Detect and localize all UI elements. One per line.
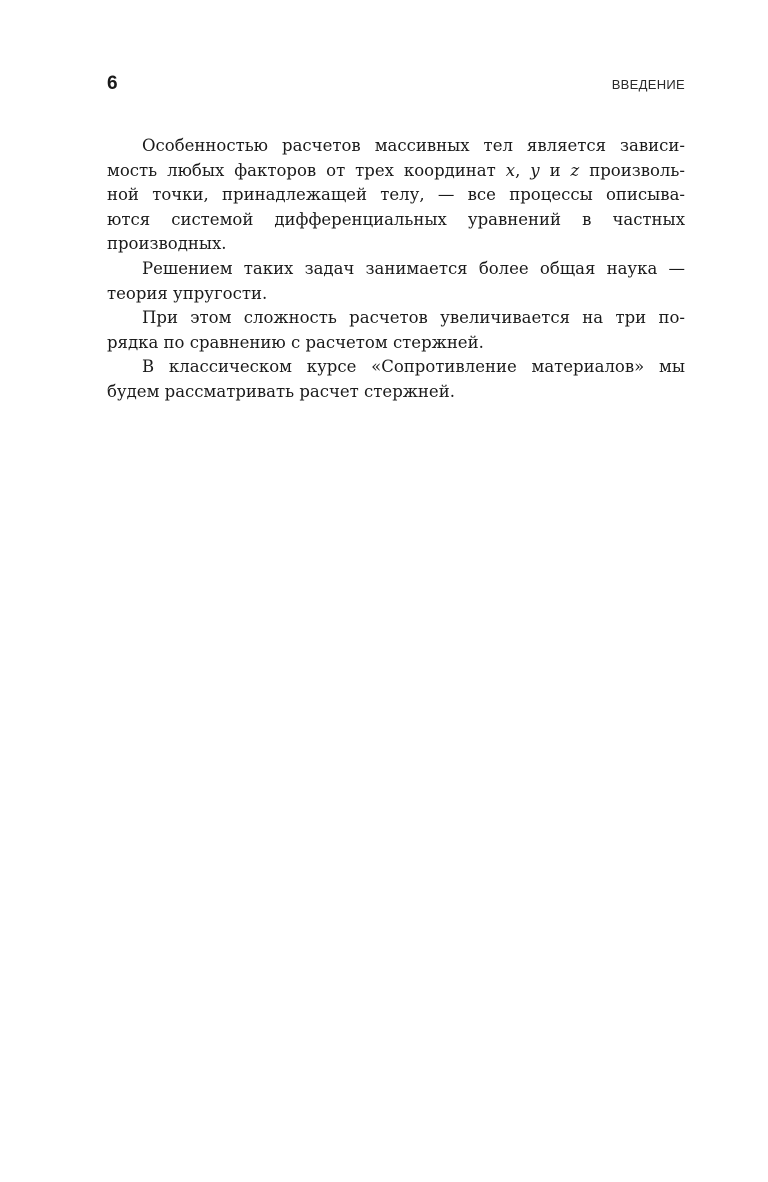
paragraph-3 [107,306,685,355]
text-line: ной точки, принадлежащей телу, — все процессы описыва- [107,185,685,205]
text-line: Решением таких задач занимается более общая наука — [142,258,685,278]
page-number: 6 [107,73,118,94]
body-text [107,134,685,405]
text-line: ются системой дифференциальных уравнений в частных [107,209,685,229]
paragraph-4 [107,355,685,404]
text-line: Особенностью расчетов массивных тел является зависи- [142,136,685,155]
running-head: ВВЕДЕНИЕ [611,77,685,92]
text-line: мость любых факторов от трех координат x, y и z произволь- [107,160,685,180]
text-fragment: произволь- [589,160,685,180]
text-line: теория упругости. [107,283,268,303]
variable-z: z [570,160,580,180]
text-line: В классическом курсе «Сопротивление материалов» мы [142,357,685,377]
text-fragment: мость любых факторов от трех координат [107,160,496,180]
paragraph-2 [107,257,685,306]
variable-x: x [505,160,516,180]
text-fragment: и [549,160,561,180]
text-line: рядка по сравнению с расчетом стержней. [107,332,484,352]
text-line: будем рассматривать расчет стержней. [107,381,455,401]
paragraph-1 [107,134,685,257]
text-line: производных. [107,234,227,254]
text-line: При этом сложность расчетов увеличивается на три по- [142,308,685,328]
variable-y: y [530,160,540,180]
